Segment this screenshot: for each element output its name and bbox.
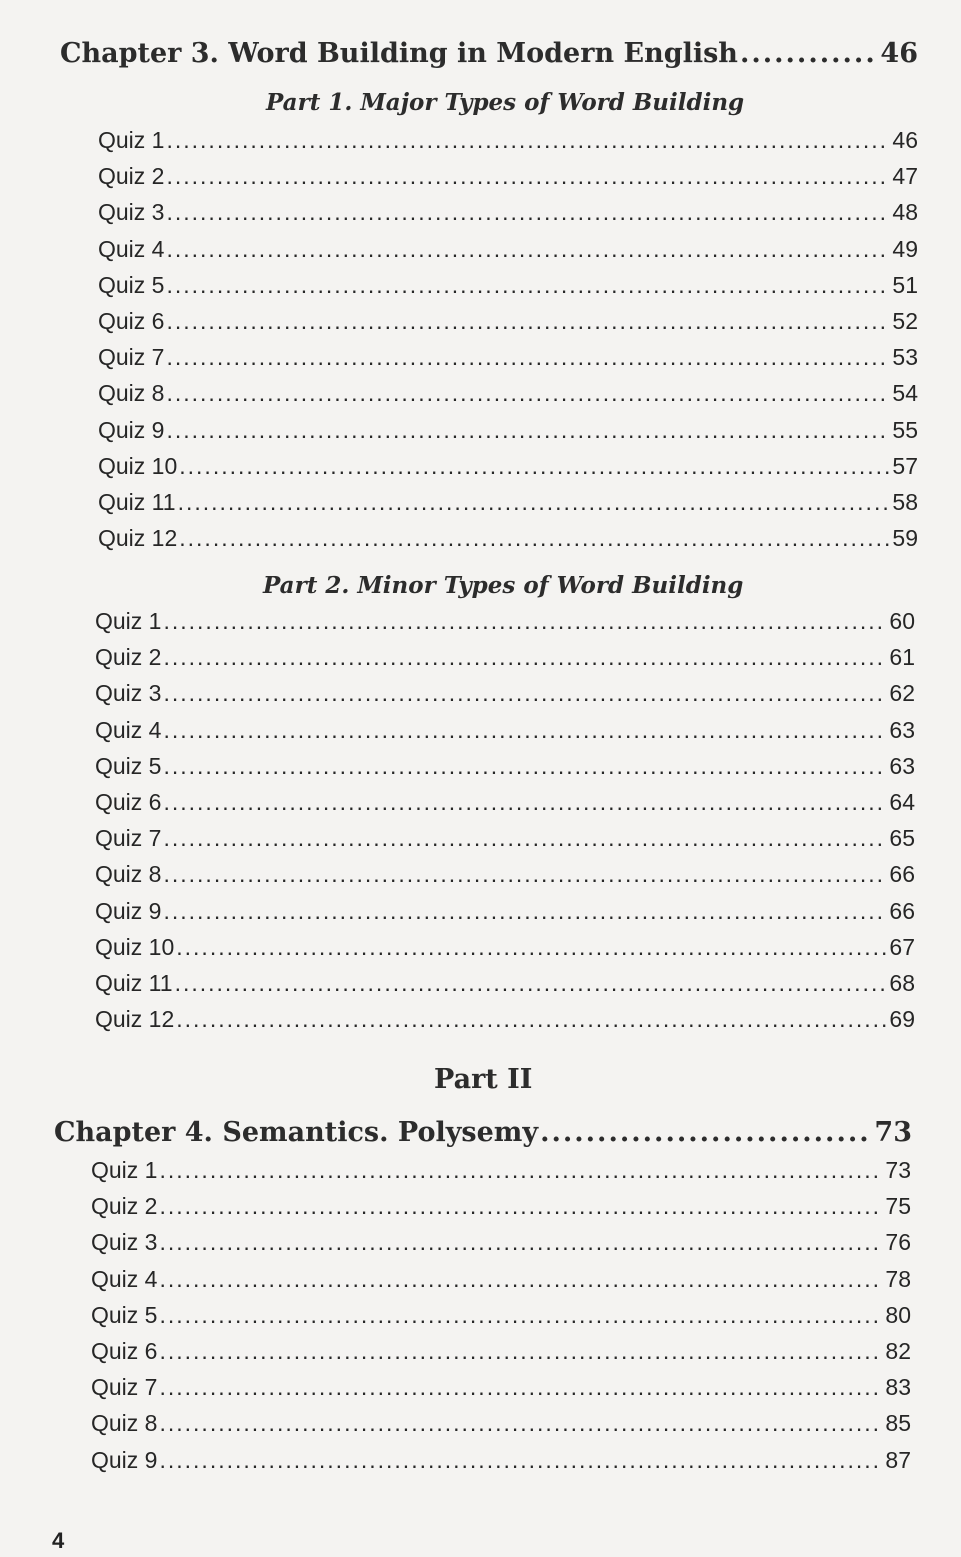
quiz-page-number: 63 (889, 752, 915, 779)
leader-dots (163, 898, 887, 925)
part-1-quiz-row[interactable] (98, 489, 918, 521)
quiz-label: Quiz 6 (98, 308, 165, 334)
chapter-4-quiz-row[interactable] (91, 1374, 911, 1406)
part-1-quiz-row[interactable] (98, 525, 918, 557)
quiz-label: Quiz 11 (98, 489, 176, 515)
quiz-label: Quiz 12 (98, 525, 178, 552)
leader-dots (179, 525, 890, 552)
leader-dots (178, 489, 891, 516)
quiz-label: Quiz 10 (95, 933, 175, 960)
part-2-quiz-row[interactable] (95, 1006, 915, 1038)
leader-dots (166, 163, 890, 190)
quiz-label: Quiz 10 (98, 452, 178, 479)
leader-dots (176, 1006, 887, 1033)
quiz-page-number: 78 (885, 1265, 911, 1292)
part-2-quiz-row[interactable] (95, 789, 915, 821)
quiz-page-number: 83 (885, 1374, 911, 1401)
leader-dots (176, 934, 887, 961)
part-1-quiz-row[interactable] (98, 272, 918, 304)
chapter-4-quiz-row[interactable] (91, 1193, 911, 1225)
chapter-4-quiz-row[interactable] (91, 1157, 911, 1189)
quiz-label: Quiz 7 (98, 344, 165, 371)
part-1-quiz-row[interactable] (98, 199, 918, 231)
leader-dots (163, 644, 887, 671)
leader-dots (159, 1302, 883, 1329)
part-1-quiz-row[interactable] (98, 163, 918, 195)
part-2-quiz-row[interactable] (95, 680, 915, 712)
quiz-label: Quiz 1 (98, 127, 165, 153)
part-2-quiz-row[interactable] (95, 608, 915, 640)
part-2-quiz-row[interactable] (95, 644, 915, 676)
quiz-label: Quiz 5 (98, 271, 165, 298)
quiz-page-number: 61 (889, 644, 915, 671)
quiz-page-number: 49 (892, 235, 918, 262)
leader-dots (179, 453, 890, 480)
quiz-page-number: 47 (892, 163, 918, 190)
quiz-page-number: 66 (889, 861, 915, 888)
quiz-label: Quiz 8 (95, 861, 162, 888)
page-number: 4 (52, 1528, 65, 1553)
quiz-label: Quiz 4 (91, 1265, 158, 1292)
quiz-page-number: 75 (885, 1193, 911, 1220)
chapter-4-quiz-row[interactable] (91, 1410, 911, 1442)
quiz-page-number: 54 (892, 380, 918, 407)
quiz-label: Quiz 4 (98, 235, 165, 262)
quiz-page-number: 46 (892, 127, 918, 153)
quiz-page-number: 53 (892, 344, 918, 371)
part-ii-heading: Part II (434, 1064, 533, 1095)
quiz-label: Quiz 6 (95, 789, 162, 815)
chapter-4-heading[interactable] (54, 1117, 912, 1153)
quiz-label: Quiz 8 (98, 380, 165, 407)
quiz-page-number: 48 (892, 199, 918, 226)
quiz-label: Quiz 9 (95, 897, 162, 924)
leader-dots (166, 344, 890, 371)
quiz-label: Quiz 1 (95, 608, 162, 634)
leader-dots (166, 417, 890, 444)
quiz-label: Quiz 2 (98, 163, 165, 190)
quiz-label: Quiz 7 (95, 825, 162, 852)
chapter-4-quiz-row[interactable] (91, 1302, 911, 1334)
leader-dots (166, 380, 890, 407)
part-1-quiz-row[interactable] (98, 453, 918, 485)
leader-dots (159, 1193, 883, 1220)
chapter-3-heading[interactable] (60, 38, 918, 74)
quiz-page-number: 85 (885, 1410, 911, 1437)
leader-dots (166, 272, 890, 299)
quiz-page-number: 87 (885, 1446, 911, 1473)
quiz-label: Quiz 3 (95, 680, 162, 707)
quiz-label: Quiz 7 (91, 1374, 158, 1401)
part-2-title: Part 2. Minor Types of Word Building (263, 572, 744, 599)
part-1-quiz-row[interactable] (98, 127, 918, 159)
chapter-4-quiz-row[interactable] (91, 1447, 911, 1479)
chapter-4-page: 73 (874, 1117, 912, 1148)
leader-dots (163, 825, 887, 852)
leader-dots (163, 608, 887, 635)
leader-dots (163, 753, 887, 780)
quiz-page-number: 73 (885, 1157, 911, 1183)
part-1-quiz-row[interactable] (98, 344, 918, 376)
leader-dots (163, 680, 887, 707)
quiz-page-number: 68 (889, 970, 915, 996)
quiz-page-number: 69 (889, 1006, 915, 1033)
leader-dots (159, 1266, 883, 1293)
leader-dots (740, 38, 878, 69)
leader-dots (159, 1338, 883, 1365)
part-2-quiz-row[interactable] (95, 970, 915, 1002)
quiz-page-number: 76 (885, 1229, 911, 1256)
part-1-quiz-row[interactable] (98, 380, 918, 412)
quiz-page-number: 63 (889, 716, 915, 743)
quiz-label: Quiz 9 (91, 1446, 158, 1473)
quiz-label: Quiz 11 (95, 970, 173, 996)
quiz-page-number: 82 (885, 1338, 911, 1364)
leader-dots (166, 127, 890, 154)
quiz-label: Quiz 2 (95, 644, 162, 671)
quiz-page-number: 52 (892, 308, 918, 334)
quiz-page-number: 55 (892, 416, 918, 443)
quiz-label: Quiz 9 (98, 416, 165, 443)
chapter-3-page: 46 (880, 38, 918, 69)
leader-dots (166, 199, 890, 226)
quiz-page-number: 60 (889, 608, 915, 634)
chapter-4-quiz-row[interactable] (91, 1266, 911, 1298)
part-1-quiz-row[interactable] (98, 308, 918, 340)
quiz-page-number: 51 (892, 271, 918, 298)
part-2-quiz-row[interactable] (95, 825, 915, 857)
leader-dots (163, 717, 887, 744)
quiz-label: Quiz 3 (91, 1229, 158, 1256)
part-1-title: Part 1. Major Types of Word Building (266, 89, 745, 116)
chapter-4-quiz-row[interactable] (91, 1229, 911, 1261)
quiz-page-number: 66 (889, 897, 915, 924)
leader-dots (159, 1229, 883, 1256)
quiz-label: Quiz 2 (91, 1193, 158, 1220)
quiz-label: Quiz 6 (91, 1338, 158, 1364)
leader-dots (166, 308, 890, 335)
part-2-quiz-row[interactable] (95, 753, 915, 785)
part-2-quiz-row[interactable] (95, 934, 915, 966)
chapter-4-quiz-row[interactable] (91, 1338, 911, 1370)
leader-dots (163, 789, 887, 816)
quiz-label: Quiz 5 (91, 1301, 158, 1328)
quiz-page-number: 59 (892, 525, 918, 552)
part-2-quiz-row[interactable] (95, 898, 915, 930)
leader-dots (159, 1157, 883, 1184)
quiz-page-number: 58 (892, 489, 918, 515)
leader-dots (159, 1374, 883, 1401)
leader-dots (540, 1117, 872, 1148)
leader-dots (166, 236, 890, 263)
leader-dots (159, 1410, 883, 1437)
part-2-quiz-row[interactable] (95, 861, 915, 893)
part-1-quiz-row[interactable] (98, 236, 918, 268)
quiz-page-number: 65 (889, 825, 915, 852)
leader-dots (159, 1447, 883, 1474)
quiz-label: Quiz 3 (98, 199, 165, 226)
quiz-label: Quiz 5 (95, 752, 162, 779)
chapter-3-title: Chapter 3. Word Building in Modern English (60, 38, 738, 69)
part-2-quiz-row[interactable] (95, 717, 915, 749)
quiz-page-number: 62 (889, 680, 915, 707)
part-1-quiz-row[interactable] (98, 417, 918, 449)
quiz-page-number: 57 (892, 452, 918, 479)
quiz-label: Quiz 1 (91, 1157, 158, 1183)
leader-dots (163, 861, 887, 888)
quiz-page-number: 64 (889, 789, 915, 815)
quiz-label: Quiz 8 (91, 1410, 158, 1437)
quiz-label: Quiz 4 (95, 716, 162, 743)
quiz-label: Quiz 12 (95, 1006, 175, 1033)
leader-dots (175, 970, 888, 997)
quiz-page-number: 67 (889, 933, 915, 960)
chapter-4-title: Chapter 4. Semantics. Polysemy (54, 1117, 539, 1148)
quiz-page-number: 80 (885, 1301, 911, 1328)
